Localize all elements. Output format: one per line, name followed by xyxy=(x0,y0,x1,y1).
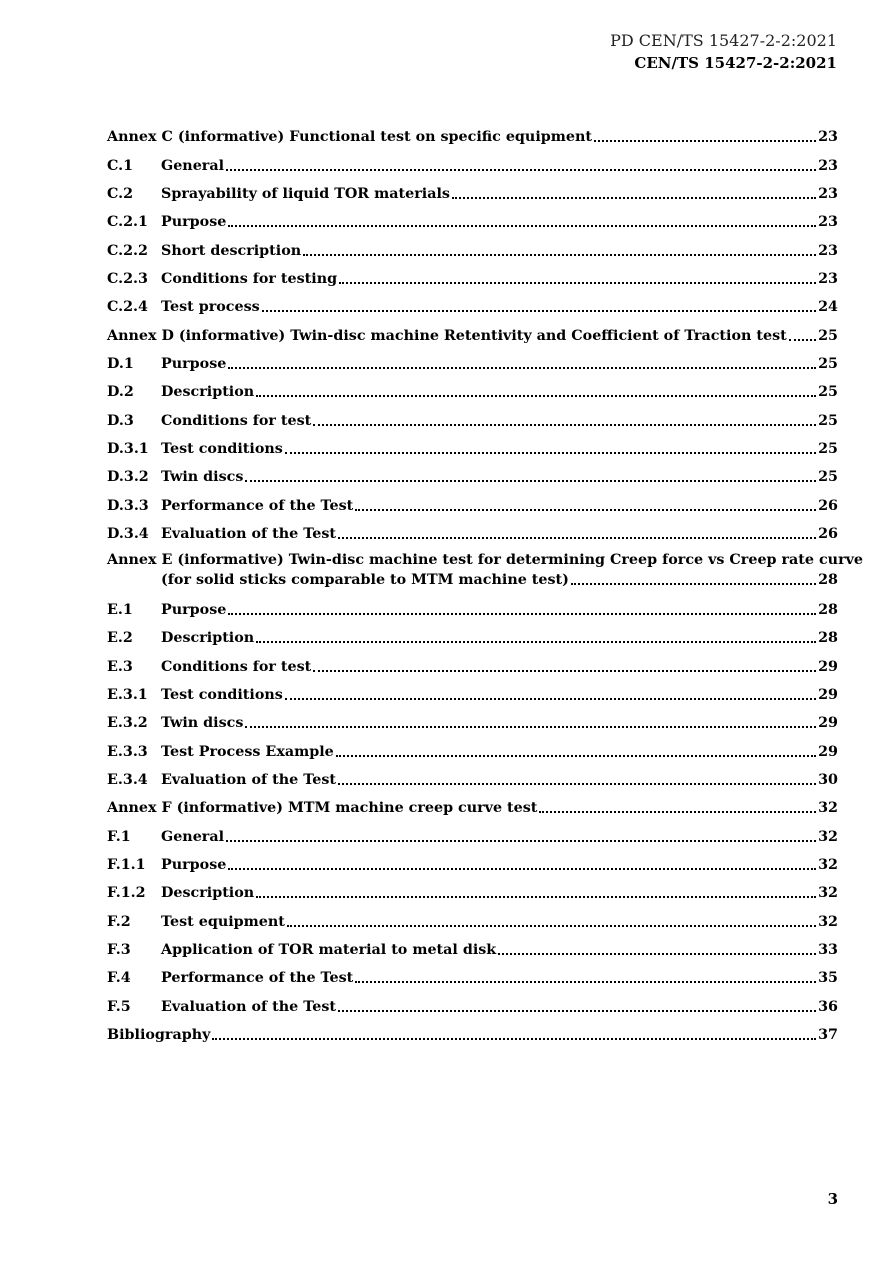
toc-entry-title: Annex C (informative) Functional test on specific equipment xyxy=(107,129,592,146)
toc-entry-title: Test conditions xyxy=(161,687,283,704)
dot-leader xyxy=(339,272,816,284)
toc-entry[interactable] xyxy=(107,546,864,594)
toc-entry-page: 29 xyxy=(818,743,838,760)
toc-entry-number: E.2 xyxy=(107,630,133,647)
toc-entry-page: 32 xyxy=(818,885,838,902)
toc-entry-title: Purpose xyxy=(161,214,227,231)
toc-entry-title: Conditions for test xyxy=(161,658,312,675)
dot-leader xyxy=(285,688,816,700)
dot-leader xyxy=(228,858,816,870)
toc-entry-title: Annex D (informative) Twin-disc machine Retentivity and Coefficient of Traction test xyxy=(107,327,787,344)
toc-entry-page: 25 xyxy=(818,469,838,486)
dot-leader xyxy=(313,414,816,426)
toc-entry-page: 25 xyxy=(818,356,838,373)
toc-entry-title: Conditions for test xyxy=(161,412,312,429)
dot-leader xyxy=(228,357,816,369)
toc-entry-page: 36 xyxy=(818,998,838,1015)
toc-entry[interactable] xyxy=(107,206,838,234)
toc-entry-page: 32 xyxy=(818,913,838,930)
toc-entry-number: D.3.3 xyxy=(107,497,149,514)
toc-entry-page: 25 xyxy=(818,327,838,344)
dot-leader xyxy=(228,215,816,227)
toc-entry[interactable] xyxy=(107,461,838,489)
toc-entry-page: 23 xyxy=(818,242,838,259)
toc-entry[interactable] xyxy=(107,263,838,291)
toc-entry[interactable] xyxy=(107,962,838,990)
toc-entry-title: Evaluation of the Test xyxy=(161,998,336,1015)
toc-entry-page: 29 xyxy=(818,687,838,704)
toc-entry-title: Test Process Example xyxy=(161,743,334,760)
toc-entry-page: 28 xyxy=(818,602,838,618)
toc-entry[interactable] xyxy=(107,679,838,707)
dot-leader xyxy=(245,470,816,482)
toc-entry-title-continued: (for solid sticks comparable to MTM machine test) xyxy=(161,572,569,589)
toc-entry[interactable] xyxy=(107,622,838,650)
toc-entry-title: Sprayability of liquid TOR materials xyxy=(161,186,450,203)
toc-entry-page: 25 xyxy=(818,384,838,401)
toc-entry-number: F.4 xyxy=(107,970,131,987)
dot-leader xyxy=(245,716,816,728)
toc-entry-title: Annex E (informative) Twin-disc machine test for determining Creep force vs Creep rate curve xyxy=(107,552,864,569)
dot-leader xyxy=(355,499,816,511)
toc-entry-title: Purpose xyxy=(161,356,227,373)
toc-entry-title: General xyxy=(161,157,225,174)
dot-leader xyxy=(498,943,816,955)
page-header xyxy=(610,30,837,74)
toc-entry-page: 37 xyxy=(818,1027,838,1044)
standard-id: CEN/TS 15427-2-2:2021 xyxy=(634,54,837,72)
toc-entry-number: C.2.2 xyxy=(107,242,148,259)
toc-entry-number: D.2 xyxy=(107,384,134,401)
dot-leader xyxy=(256,886,816,898)
toc-entry[interactable] xyxy=(107,820,838,848)
toc-entry-page: 24 xyxy=(818,299,838,316)
dot-leader xyxy=(571,573,816,585)
toc-entry-number: C.2.4 xyxy=(107,299,148,316)
toc-entry-page: 28 xyxy=(818,572,838,589)
toc-entry-number: E.3.1 xyxy=(107,687,148,704)
toc-entry[interactable] xyxy=(107,650,838,678)
toc-entry[interactable] xyxy=(107,518,838,546)
toc-entry[interactable] xyxy=(107,178,838,206)
toc-entry[interactable] xyxy=(107,594,838,622)
toc-entry-number: D.3.1 xyxy=(107,441,149,458)
toc-entry-number: D.3.4 xyxy=(107,526,149,543)
toc-entry[interactable] xyxy=(107,348,838,376)
toc-entry[interactable] xyxy=(107,792,838,820)
dot-leader xyxy=(262,300,816,312)
toc-entry-title: Description xyxy=(161,885,255,902)
dot-leader xyxy=(336,745,816,757)
toc-entry[interactable] xyxy=(107,877,838,905)
toc-entry-number: E.1 xyxy=(107,602,133,618)
toc-entry-page: 25 xyxy=(818,412,838,429)
dot-leader xyxy=(226,830,816,842)
toc-entry-number: C.2.3 xyxy=(107,271,148,288)
toc-entry-page: 25 xyxy=(818,441,838,458)
dot-leader xyxy=(313,660,816,672)
toc-entry-number: F.1.1 xyxy=(107,857,146,874)
toc-entry-page: 29 xyxy=(818,715,838,732)
toc-entry[interactable] xyxy=(107,905,838,933)
toc-entry-number: F.1 xyxy=(107,828,131,845)
toc-entry[interactable] xyxy=(107,291,838,319)
toc-entry[interactable] xyxy=(107,121,838,149)
toc-entry[interactable] xyxy=(107,849,838,877)
toc-entry-number: C.2 xyxy=(107,186,134,203)
toc-entry[interactable] xyxy=(107,735,838,763)
toc-entry-page: 23 xyxy=(818,157,838,174)
dot-leader xyxy=(452,187,816,199)
toc-entry-title: Twin discs xyxy=(161,715,244,732)
toc-entry-number: F.2 xyxy=(107,913,131,930)
toc-entry[interactable] xyxy=(107,1019,838,1047)
dot-leader xyxy=(285,442,816,454)
table-of-contents xyxy=(107,121,864,1047)
toc-entry-title: Test equipment xyxy=(161,913,285,930)
toc-entry-number: E.3 xyxy=(107,658,133,675)
toc-entry[interactable] xyxy=(107,433,838,461)
dot-leader xyxy=(287,915,816,927)
toc-entry-title: Description xyxy=(161,630,255,647)
toc-entry-page: 23 xyxy=(818,214,838,231)
toc-entry[interactable] xyxy=(107,404,838,432)
toc-entry-title: Test conditions xyxy=(161,441,283,458)
dot-leader xyxy=(338,1000,816,1012)
toc-entry-title: Purpose xyxy=(161,857,227,874)
toc-entry-page: 33 xyxy=(818,942,838,959)
toc-entry-number: D.3.2 xyxy=(107,469,149,486)
toc-entry-page: 32 xyxy=(818,857,838,874)
dot-leader xyxy=(226,159,816,171)
toc-entry-number: F.5 xyxy=(107,998,131,1015)
toc-entry-page: 28 xyxy=(818,630,838,647)
toc-entry-title: Purpose xyxy=(161,602,227,618)
toc-entry-title: Performance of the Test xyxy=(161,497,354,514)
toc-entry[interactable] xyxy=(107,149,838,177)
toc-entry-number: E.3.2 xyxy=(107,715,148,732)
toc-entry[interactable] xyxy=(107,376,838,404)
dot-leader xyxy=(338,773,816,785)
toc-entry[interactable] xyxy=(107,990,838,1018)
toc-entry-title: Twin discs xyxy=(161,469,244,486)
dot-leader xyxy=(355,971,816,983)
toc-entry-title: Evaluation of the Test xyxy=(161,772,336,789)
toc-entry-number: C.2.1 xyxy=(107,214,148,231)
toc-entry[interactable] xyxy=(107,764,838,792)
toc-entry[interactable] xyxy=(107,934,838,962)
dot-leader xyxy=(789,329,816,341)
toc-entry-page: 23 xyxy=(818,129,838,146)
toc-entry-page: 23 xyxy=(818,186,838,203)
toc-entry-number: C.1 xyxy=(107,157,134,174)
dot-leader xyxy=(303,244,816,256)
toc-entry-page: 35 xyxy=(818,970,838,987)
toc-entry-page: 32 xyxy=(818,800,838,817)
toc-entry[interactable] xyxy=(107,319,838,347)
toc-entry-number: F.3 xyxy=(107,942,131,959)
dot-leader xyxy=(256,385,816,397)
toc-entry-number: F.1.2 xyxy=(107,885,146,902)
toc-entry-title: Evaluation of the Test xyxy=(161,526,336,543)
toc-entry-page: 30 xyxy=(818,772,838,789)
toc-entry-title: Short description xyxy=(161,242,302,259)
toc-entry-number: D.1 xyxy=(107,356,134,373)
toc-entry-number: E.3.4 xyxy=(107,772,148,789)
toc-entry-title: Bibliography xyxy=(107,1027,211,1044)
toc-entry-title: Test process xyxy=(161,299,260,316)
dot-leader xyxy=(228,603,816,615)
toc-entry-number: D.3 xyxy=(107,412,134,429)
page-number: 3 xyxy=(827,1190,838,1208)
toc-entry[interactable] xyxy=(107,234,838,262)
toc-entry-title: Annex F (informative) MTM machine creep curve test xyxy=(107,800,538,817)
toc-entry-page: 26 xyxy=(818,497,838,514)
toc-entry[interactable] xyxy=(107,489,838,517)
toc-entry-title: General xyxy=(161,828,225,845)
dot-leader xyxy=(594,130,816,142)
toc-entry-number: E.3.3 xyxy=(107,743,148,760)
toc-entry-title: Performance of the Test xyxy=(161,970,354,987)
toc-entry-page: 23 xyxy=(818,271,838,288)
toc-entry-title: Application of TOR material to metal disk xyxy=(161,942,497,959)
toc-entry-page: 26 xyxy=(818,526,838,543)
toc-entry[interactable] xyxy=(107,707,838,735)
toc-entry-page: 29 xyxy=(818,658,838,675)
dot-leader xyxy=(338,527,816,539)
dot-leader xyxy=(539,801,816,813)
dot-leader xyxy=(212,1028,816,1040)
toc-entry-title: Description xyxy=(161,384,255,401)
document-id: PD CEN/TS 15427-2-2:2021 xyxy=(610,31,837,50)
toc-entry-page: 32 xyxy=(818,828,838,845)
dot-leader xyxy=(256,631,816,643)
toc-entry-title: Conditions for testing xyxy=(161,271,338,288)
